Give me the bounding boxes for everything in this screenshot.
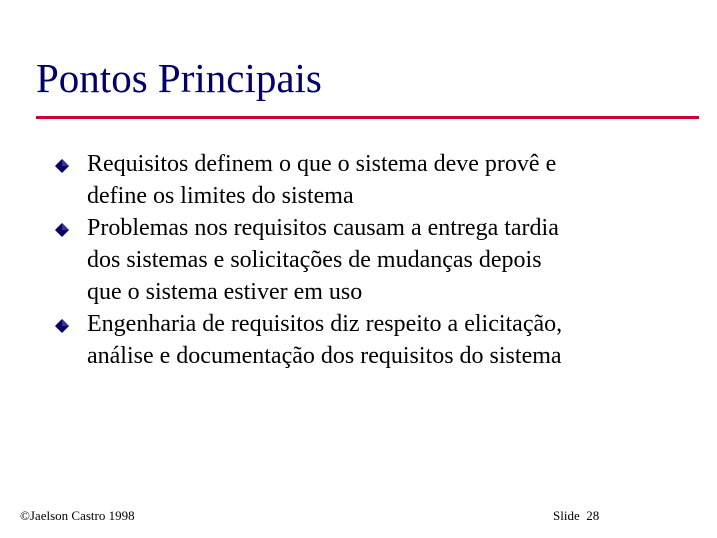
slide-label: Slide — [553, 508, 580, 523]
slide-number: 28 — [586, 508, 600, 523]
slide-title: Pontos Principais — [36, 55, 322, 101]
bullet-item — [52, 308, 652, 372]
bullet-item — [52, 148, 652, 212]
diamond-bullet-icon — [55, 319, 69, 333]
footer-slide-number — [553, 508, 599, 524]
bullet-text-line: Engenharia de requisitos diz respeito a elicitação, — [87, 311, 563, 337]
bullet-list — [52, 148, 652, 372]
bullet-item — [52, 212, 652, 308]
bullet-text-line: que o sistema estiver em uso — [87, 279, 363, 305]
bullet-text-line: Requisitos definem o que o sistema deve provê e — [87, 151, 557, 177]
bullet-text-line: dos sistemas e solicitações de mudanças depois — [87, 247, 542, 273]
diamond-bullet-icon — [55, 159, 69, 173]
title-divider — [36, 116, 699, 119]
bullet-text-line: define os limites do sistema — [87, 183, 354, 209]
footer-copyright: ©Jaelson Castro 1998 — [20, 508, 135, 523]
diamond-bullet-icon — [55, 223, 69, 237]
bullet-text-line: Problemas nos requisitos causam a entrega tardia — [87, 215, 559, 241]
bullet-text-line: análise e documentação dos requisitos do sistema — [87, 343, 562, 369]
